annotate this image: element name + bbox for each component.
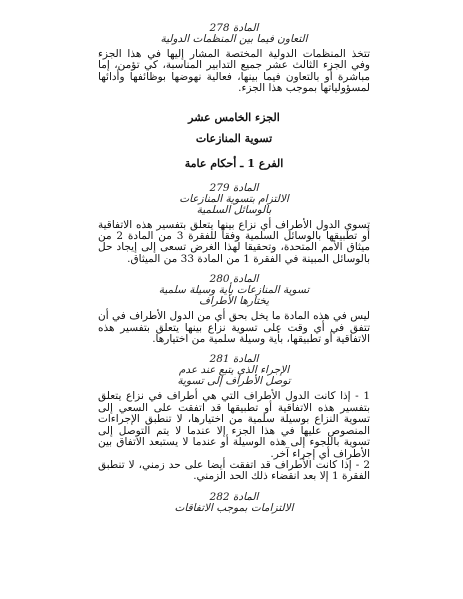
article-282-title: الالتزامات بموجب الاتفاقات [174,501,294,514]
article-278-title: التعاون فيما بين المنظمات الدولية [160,33,308,45]
article-280-heading: المادة 280 [209,273,259,286]
article-281-paragraph-2: 2 - إذا كانت الأطراف قد اتفقت أيضا على حد زمني، لا تنطبق الفقرة 1 إلا بعد انقضاء ذلك الحد الزمني. [98,458,370,483]
article-281-title-line2: توصل الأطراف إلى تسوية [177,375,291,388]
section-1-heading: الفرع 1 ـ أحكام عامة [184,156,284,170]
article-280-body: ليس في هذه المادة ما يخل بحق أي من الدول الأطراف في أن تتفق في أي وقت على تسوية نزاع بينها يتعلق بتفسير هذه الاتفاقية أو تطبيقها، بأية وسيلة سلمية من اختيارها. [98,310,370,346]
article-278-heading: المادة 278 [209,22,259,34]
article-281-title-line1: الإجراء الذي يتبع عند عدم [178,364,290,377]
article-279-title-line2: بالوسائل السلمية [196,203,272,216]
part-15-title: تسوية المنازعات [195,131,273,145]
article-282-heading: المادة 282 [209,490,259,503]
article-278-body: تتخذ المنظمات الدولية المختصة المشار إليها في هذا الجزء وفي الجزء الثالث عشر جميع التدابير المناسبة، كي تؤمن، إما مباشرة أو بالتعاون فيما بينها، فعالية نهوضها بوظائفها وأدائها لمسؤولياتها بموجب هذا الجزء. [98,48,370,95]
article-280-title-line1: تسوية المنازعات بأية وسيلة سلمية [158,284,310,297]
article-281-heading: المادة 281 [209,353,259,366]
article-279-heading: المادة 279 [209,181,259,194]
article-279-title-line1: الالتزام بتسوية المنازعات [179,192,289,205]
article-281-paragraph-1: 1 - إذا كانت الدول الأطراف التي هي أطراف في نزاع يتعلق بتفسير هذه الاتفاقية أو تطبيقها قد اتفقت على السعي إلى تسوية النزاع بوسيلة سلمية من اختيارها، لا تنطبق الإجراءات المنصوص عليها في هذا الجزء إلا عندما لا يتم التوصل إلى تسوية باللجوء إلى هذه الوسيلة أو عندما لا يستبعد الاتفاق بين الأطراف أي إجراء آخر. [98,390,370,460]
article-280-title-line2: يختارها الأطراف [198,295,270,308]
article-279-body: تسوي الدول الأطراف أي نزاع بينها يتعلق بتفسير هذه الاتفاقية أو تطبيقها بالوسائل السلمية وفقاً للفقرة 3 من المادة 2 من ميثاق الأمم المتحدة، وتحقيقا لهذا الغرض تسعى إلى إيجاد حل بالوسائل المبينة في الفقرة 1 من المادة 33 من الميثاق. [98,218,370,265]
part-15-heading: الجزء الخامس عشر [188,110,280,124]
document-page [98,22,370,514]
